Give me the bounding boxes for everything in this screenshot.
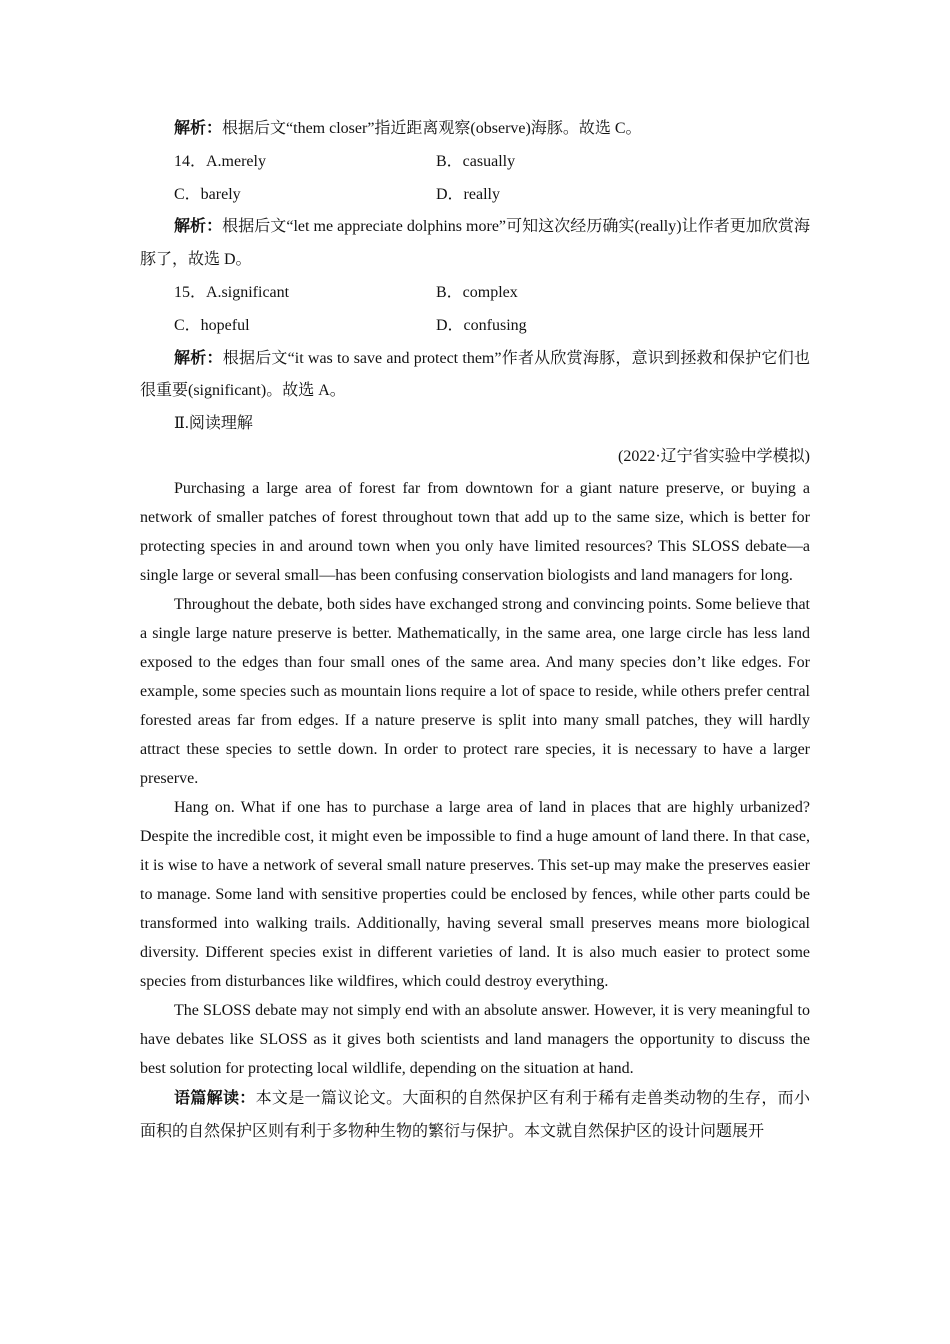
q15-options-row-1 xyxy=(140,277,810,310)
analysis-label: 解析： xyxy=(174,218,223,236)
analysis-text: 根据后文“them closer”指近距离观察(observe)海豚。故选 C。 xyxy=(222,120,642,137)
passage-interpretation xyxy=(140,1083,810,1149)
section-title: Ⅱ.阅读理解 xyxy=(174,415,253,433)
q14-option-a: 14．A.merely xyxy=(174,152,266,170)
analysis-text: 根据后文“it was to save and protect them”作者从欣赏海豚，意识到拯救和保护它们也很重要(significant)。故选 A。 xyxy=(140,349,810,400)
q14-options-row-1 xyxy=(140,146,810,179)
q14-option-b: B．casually xyxy=(436,152,516,170)
q15-option-b: B．complex xyxy=(436,283,518,301)
analysis-label: 解析： xyxy=(174,349,223,367)
passage-paragraph-3: Hang on. What if one has to purchase a large area of land in places that are highly urbanized? Despite the incredible cost, it might even be impossible to find a huge amount of land there. In that case, it is wise to have a network of several small nature preserves. This set-up may make the preserves easier to manage. Some land with sensitive properties could be enclosed by fences, while other parts could be transformed into walking trails. Additionally, having several small preserves means more biological diversity. Different species exist in different varieties of land. It is also much easier to protect some species from disturbances like wildfires, which could destroy everything. xyxy=(140,798,810,990)
q13-analysis xyxy=(140,113,810,146)
analysis-text: 根据后文“let me appreciate dolphins more”可知这次经历确实(really)让作者更加欣赏海豚了，故选 D。 xyxy=(140,218,810,269)
passage-paragraph-1: Purchasing a large area of forest far from downtown for a giant nature preserve, or buying a network of smaller patches of forest throughout town that add up to the same size, which is better for protecting species in and around town when you only have limited resources? This SLOSS debate—a single large or several small—has been confusing conservation biologists and land managers for long. xyxy=(140,479,810,584)
passage-paragraph-4: The SLOSS debate may not simply end with an absolute answer. However, it is very meaningful to have debates like SLOSS as it gives both scientists and land managers the opportunity to discuss the best solution for protecting local wildlife, depending on the situation at hand. xyxy=(140,1001,810,1077)
q14-options-row-2 xyxy=(140,179,810,212)
q15-option-d: D．confusing xyxy=(436,316,527,334)
q14-option-c: C．barely xyxy=(174,185,241,203)
q15-options-row-2 xyxy=(140,310,810,343)
interpretation-text: 本文是一篇议论文。大面积的自然保护区有利于稀有走兽类动物的生存，而小面积的自然保护区则有利于多物种生物的繁衍与保护。本文就自然保护区的设计问题展开 xyxy=(140,1089,810,1140)
interpretation-label: 语篇解读： xyxy=(174,1089,256,1107)
passage-source: (2022·辽宁省实验中学模拟) xyxy=(618,447,810,465)
q15-analysis xyxy=(140,343,810,409)
q15-option-a: 15．A.significant xyxy=(174,283,290,301)
q14-option-d: D．really xyxy=(436,185,500,203)
analysis-label: 解析： xyxy=(174,120,223,137)
q14-analysis xyxy=(140,211,810,277)
passage-paragraph-2: Throughout the debate, both sides have exchanged strong and convincing points. Some believe that a single large nature preserve is better. Mathematically, in the same area, one large circle has less land exposed to the edges than four small ones of the same area. And many species don’t like edges. For example, some species such as mountain lions require a lot of space to reside, while others prefer central forested areas far from edges. If a nature preserve is split into many small patches, they will hardly attract these species to settle down. In order to protect rare species, it is necessary to have a larger preserve. xyxy=(140,595,810,787)
q15-option-c: C．hopeful xyxy=(174,316,250,334)
